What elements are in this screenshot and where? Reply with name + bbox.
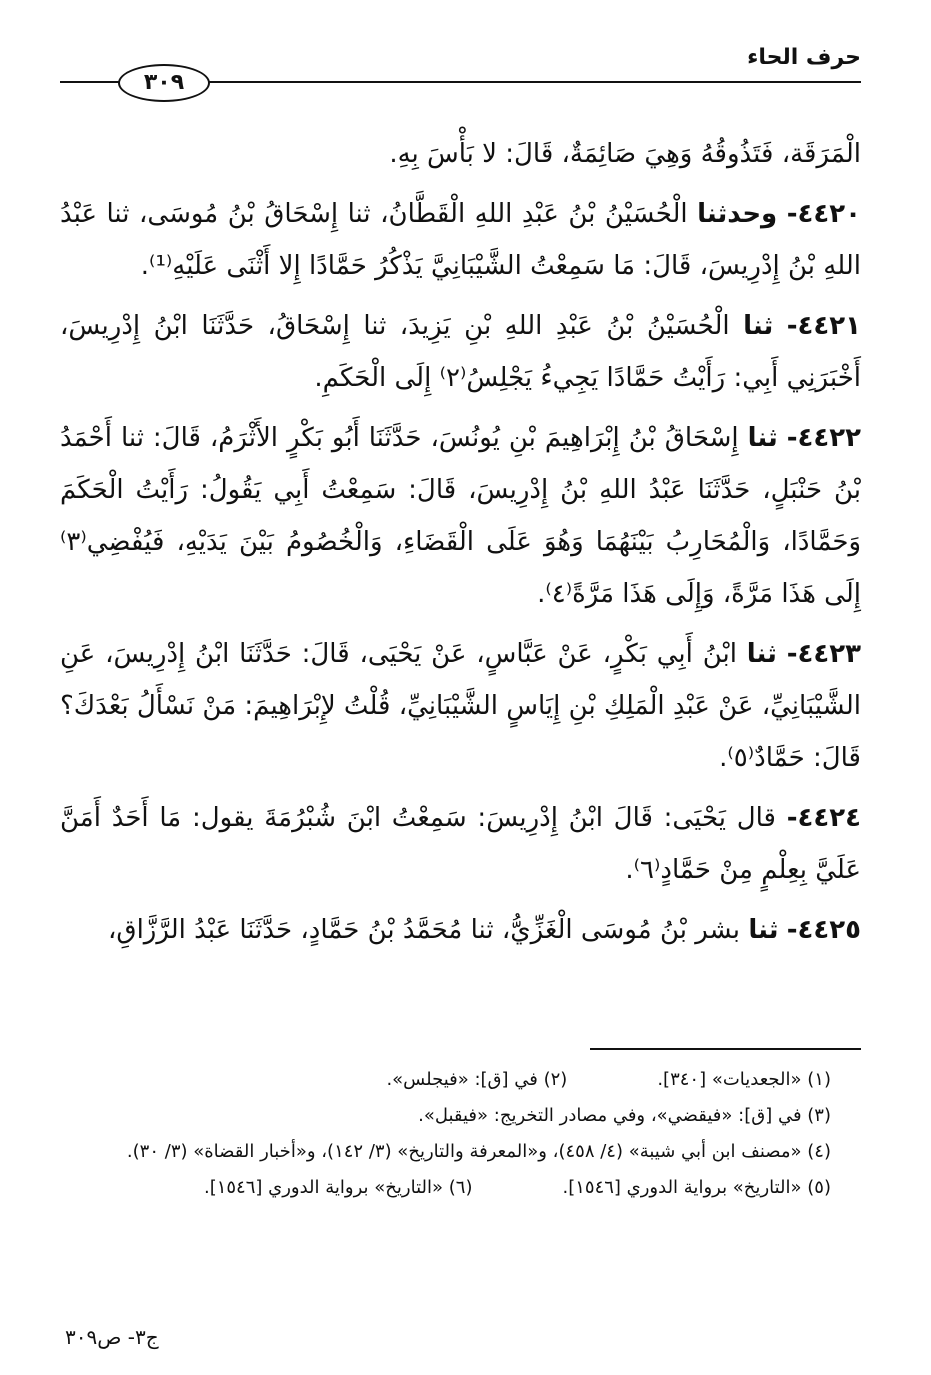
entry-text: قال يَحْيَى: قَالَ ابْنُ إِدْرِيسَ: سَمِعْتُ ابْنَ شُبْرُمَةَ يقول: مَا أَحَدٌ أَمَنَّ عَلَيَّ بِعِلْمٍ مِنْ حَمَّادٍ⁽٦⁾. <box>60 803 861 885</box>
running-header-title: حرف الحاء <box>747 45 861 70</box>
footnotes <box>60 1062 831 1206</box>
footnote-3: (٣) في [ق]: «فيقضي»، وفي مصادر التخريج: «فيقبل». <box>418 1105 831 1126</box>
hadith-entry-4421 <box>60 300 861 404</box>
entry-text: ابْنُ أَبِي بَكْرٍ، عَنْ عَبَّاسٍ، عَنْ يَحْيَى، قَالَ: حَدَّثَنَا ابْنُ إِدْرِيسَ، عَنِ الشَّيْبَانِيِّ، عَنْ عَبْدِ الْمَلِكِ بْنِ إِيَاسٍ الشَّيْبَانِيِّ، قُلْتُ لإِبْرَاهِيمَ: مَنْ نَسْأَلُ بَعْدَكَ؟ قَالَ: حَمَّادٌ⁽٥⁾. <box>59 639 861 773</box>
entry-text: الْحُسَيْنُ بْنُ عَبْدِ اللهِ بْنِ يَزِيدَ، ثنا إِسْحَاقُ، حَدَّثَنَا ابْنُ إِدْرِيسَ، أَخْبَرَنِي أَبِي: رَأَيْتُ حَمَّادًا يَجِيءُ يَجْلِسُ⁽٢⁾ إِلَى الْحَكَمِ. <box>60 311 861 393</box>
volume-page-reference: ج٣- ص٣٠٩ <box>65 1325 159 1349</box>
entry-lead: ثنا <box>746 639 777 669</box>
entry-lead: ثنا <box>748 915 779 945</box>
footnote-4: (٤) «مصنف ابن أبي شيبة» (٤/ ٤٥٨)، و«المعرفة والتاريخ» (٣/ ١٤٢)، و«أخبار القضاة» (٣/ ٣٠). <box>126 1141 831 1162</box>
footnote-row <box>60 1170 831 1206</box>
entry-lead: وحدثنا <box>697 199 778 229</box>
entry-text: بشر بْنُ مُوسَى الْغَزِّيُّ، ثنا مُحَمَّدُ بْنُ حَمَّادٍ، حَدَّثَنَا عَبْدُ الرَّزَّاقِ، <box>108 915 741 945</box>
page-number-badge: ٣٠٩ <box>118 64 210 102</box>
footnote-1: (١) «الجعديات» [٣٤٠]. <box>657 1069 831 1090</box>
hadith-entry-4423 <box>60 628 861 784</box>
footnote-row <box>60 1134 831 1170</box>
entry-text: إِسْحَاقُ بْنُ إِبْرَاهِيمَ بْنِ يُونُسَ، حَدَّثَنَا أَبُو بَكْرٍ الأَثْرَمُ، قَالَ: ثنا أَحْمَدُ بْنُ حَنْبَلٍ، حَدَّثَنَا عَبْدُ اللهِ بْنُ إِدْرِيسَ، قَالَ: سَمِعْتُ أَبِي يَقُولُ: رَأَيْتُ الْحَكَمَ وَحَمَّادًا، وَالْمُحَارِبُ بَيْنَهُمَا وَهُوَ عَلَى الْقَضَاءِ، وَالْخُصُومُ بَيْنَ يَدَيْهِ، فَيُفْضِي⁽٣⁾ إِلَى هَذَا مَرَّةً، وَإِلَى هَذَا مَرَّةً⁽٤⁾. <box>60 423 861 609</box>
footnote-5: (٥) «التاريخ» برواية الدوري [١٥٤٦]. <box>562 1177 831 1198</box>
entry-number: ٤٤٢١- <box>786 311 861 341</box>
entry-lead: ثنا <box>747 423 778 453</box>
footnote-2: (٢) في [ق]: «فيجلس». <box>386 1069 568 1090</box>
footnote-6: (٦) «التاريخ» برواية الدوري [١٥٤٦]. <box>203 1177 473 1198</box>
entry-number: ٤٤٢٤- <box>786 803 861 833</box>
entry-number: ٤٤٢٢- <box>786 423 862 453</box>
hadith-entry-4422 <box>60 412 861 620</box>
footnote-rule <box>590 1048 861 1050</box>
entry-text: الْحُسَيْنُ بْنُ عَبْدِ اللهِ الْقَطَّانُ، ثنا إِسْحَاقُ بْنُ مُوسَى، ثنا عَبْدُ اللهِ بْنُ إِدْرِيسَ، قَالَ: مَا سَمِعْتُ الشَّيْبَانِيَّ يَذْكُرُ حَمَّادًا إِلا أَثْنَى عَلَيْهِ⁽¹⁾. <box>60 199 861 281</box>
entry-number: ٤٤٢٥- <box>786 915 861 945</box>
hadith-entry-4424 <box>60 792 861 896</box>
entry-number: ٤٤٢٣- <box>786 639 862 669</box>
footnote-row <box>60 1098 831 1134</box>
intro-paragraph: الْمَرَقَة، فَتَذُوقُهُ وَهِيَ صَائِمَةٌ، قَالَ: لا بَأْسَ بِهِ. <box>389 139 861 169</box>
entry-number: ٤٤٢٠- <box>786 199 861 229</box>
entry-lead: ثنا <box>743 311 774 341</box>
hadith-entry-4425 <box>60 904 861 956</box>
footnote-row <box>60 1062 831 1098</box>
main-text <box>60 128 861 964</box>
hadith-entry-4420 <box>60 188 861 292</box>
